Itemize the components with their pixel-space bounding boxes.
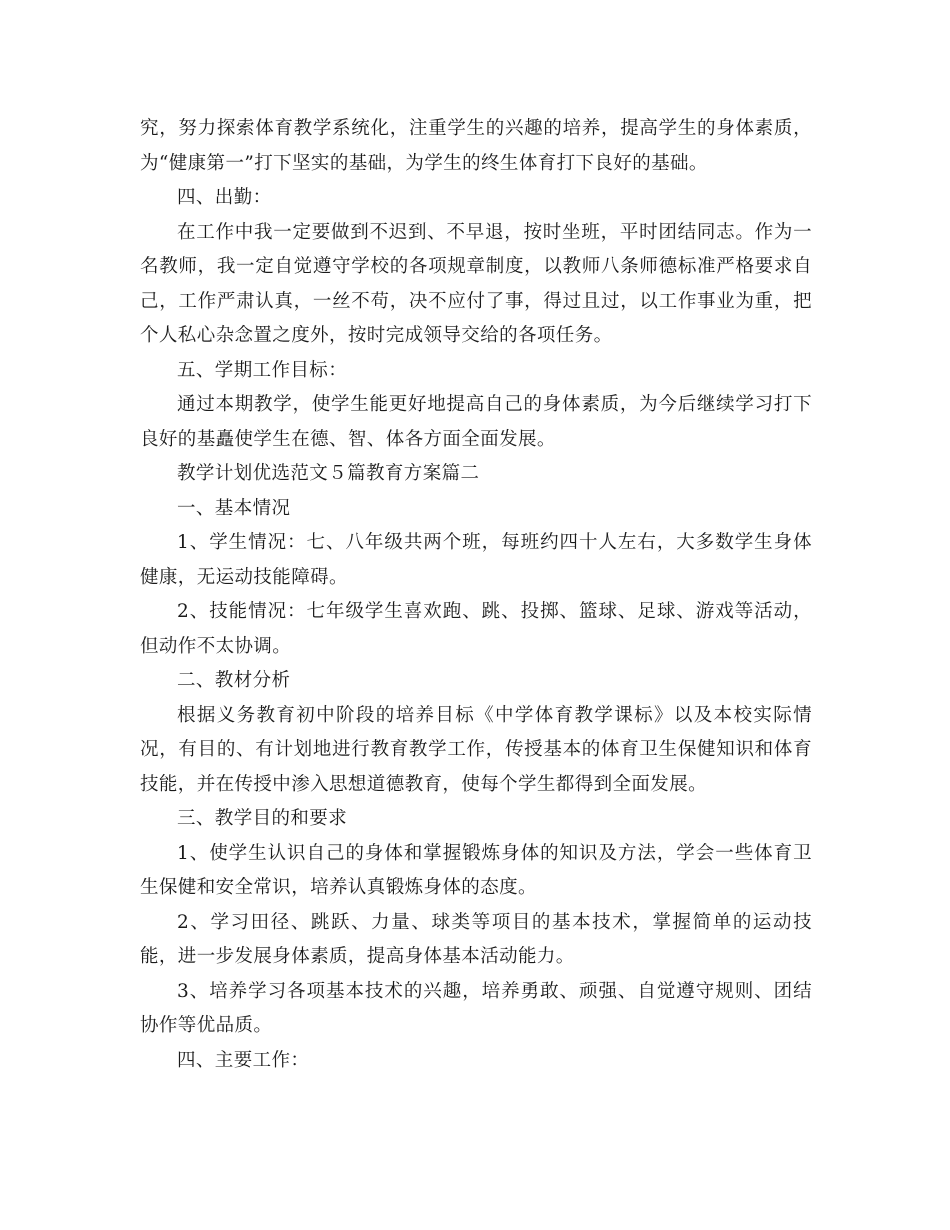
section-heading-teaching-goals: 三、教学目的和要求: [177, 808, 348, 829]
section-heading-textbook-analysis: 二、教材分析: [177, 670, 291, 691]
section-heading-attendance: 四、出勤：: [177, 187, 272, 208]
paragraph-attendance: 在工作中我一定要做到不迟到、不早退，按时坐班，平时团结同志。作为一名教师，我一定自觉遵守学校的各项规章制度，以教师八条师德标准严格要求自己，工作严肃认真，一丝不苟，决不应付了事，得过且过，以工作事业为重，把个人私心杂念置之度外，按时完成领导交给的各项任务。: [140, 221, 812, 346]
paragraph-goal-1: 1、使学生认识自己的身体和掌握锻炼身体的知识及方法，学会一些体育卫生保健和安全常识，培养认真锻炼身体的态度。: [140, 842, 812, 898]
document-page: [140, 112, 812, 1078]
paragraph-goal-3: 3、培养学习各项基本技术的兴趣，培养勇敢、顽强、自觉遵守规则、团结协作等优品质。: [140, 980, 812, 1036]
paragraph-semester-goals: 通过本期教学，使学生能更好地提高自己的身体素质，为今后继续学习打下良好的基矗使学生在德、智、体各方面全面发展。: [140, 394, 812, 450]
paragraph-student-situation: 1、学生情况：七、八年级共两个班，每班约四十人左右，大多数学生身体健康，无运动技能障碍。: [140, 532, 812, 588]
section-heading-main-work: 四、主要工作：: [177, 1049, 310, 1071]
section-heading-semester-goals: 五、学期工作目标：: [177, 359, 348, 381]
paragraph-textbook-analysis: 根据义务教育初中阶段的培养目标《中学体育教学课标》以及本校实际情况，有目的、有计划地进行教育教学工作，传授基本的体育卫生保健知识和体育技能，并在传授中渗入思想道德教育，使每个学生都得到全面发展。: [140, 704, 812, 795]
paragraph-continuation: 究，努力探索体育教学系统化，注重学生的兴趣的培养，提高学生的身体素质，为“健康第一”打下坚实的基础，为学生的终生体育打下良好的基础。: [140, 118, 812, 174]
section-heading-basic-situation: 一、基本情况: [177, 497, 291, 519]
article-title: 教学计划优选范文５篇教育方案篇二: [177, 463, 480, 484]
paragraph-skill-situation: 2、技能情况：七年级学生喜欢跑、跳、投掷、篮球、足球、游戏等活动，但动作不太协调。: [140, 601, 812, 657]
paragraph-goal-2: 2、学习田径、跳跃、力量、球类等项目的基本技术，掌握简单的运动技能，进一步发展身体素质，提高身体基本活动能力。: [140, 911, 812, 967]
